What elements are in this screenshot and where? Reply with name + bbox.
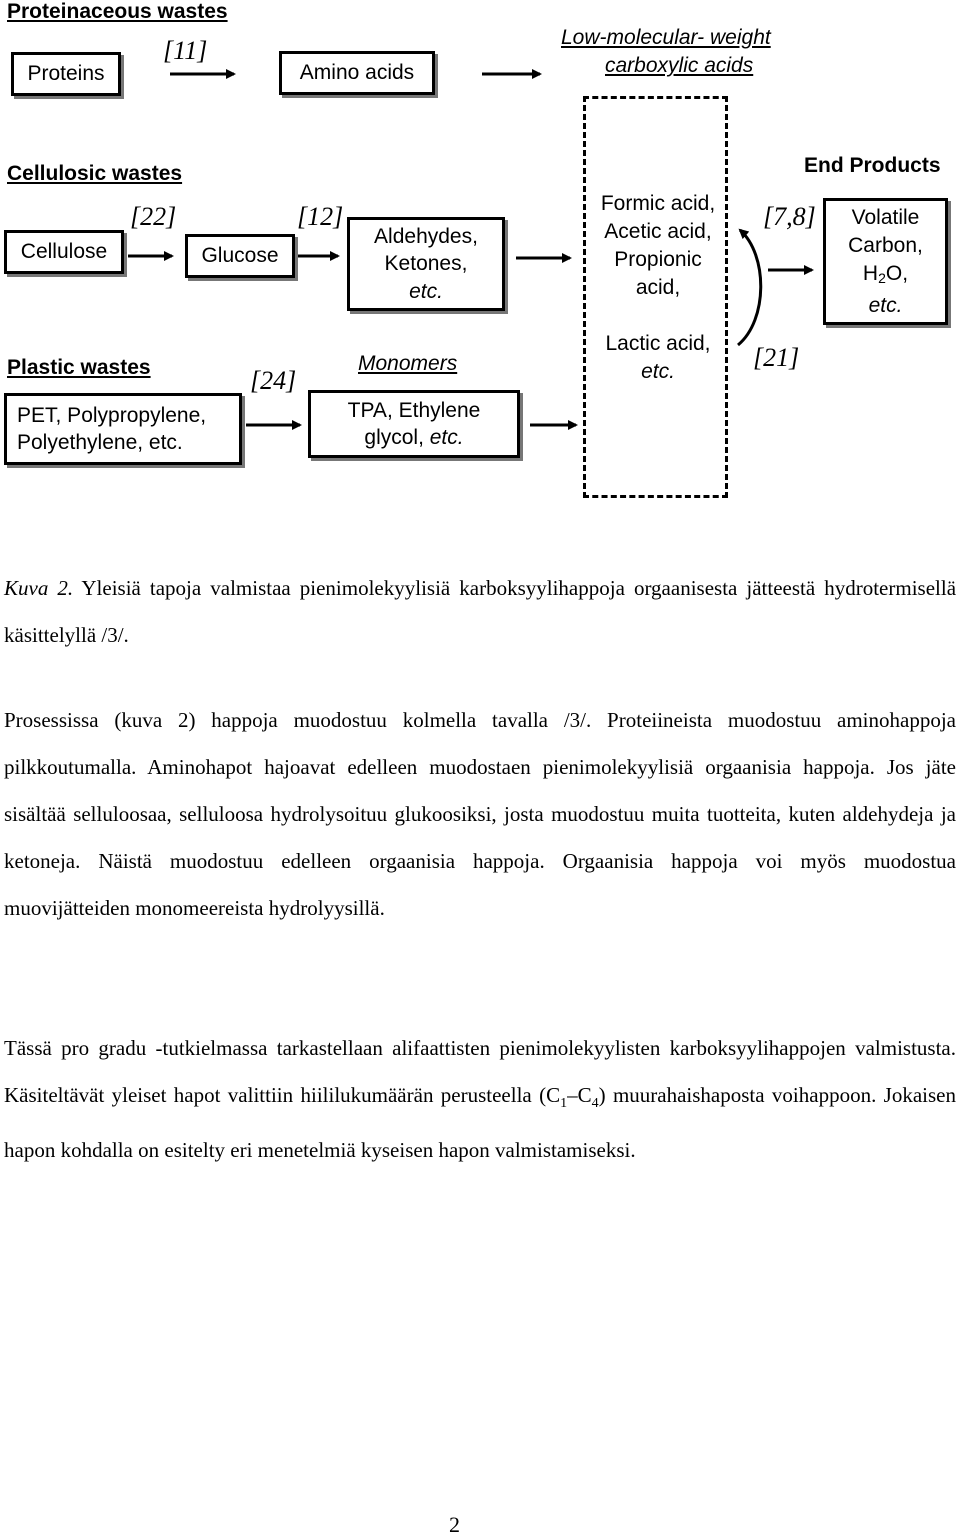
monomers-line1: TPA, Ethylene: [347, 398, 481, 422]
cellulose-box: Cellulose: [4, 230, 124, 274]
monomers-etc: etc.: [429, 426, 464, 449]
monomers-box: [308, 390, 520, 458]
plastics-line1: PET, Polypropylene,: [17, 403, 207, 427]
acids-lactic: [596, 330, 720, 386]
end-water-sub: 2: [878, 269, 886, 286]
aldehydes-line3: etc.: [409, 279, 443, 303]
lmw-label-line2: carboxylic acids: [605, 54, 754, 77]
page-number: 2: [449, 1512, 460, 1537]
para2-dash: –C: [567, 1083, 592, 1107]
acid-propionic-cont: acid,: [635, 276, 681, 299]
caption-label: Kuva 2.: [4, 576, 74, 600]
ref-22: [22]: [130, 202, 177, 231]
end-water-o: O,: [885, 261, 909, 285]
end-volatile: Volatile: [851, 205, 920, 229]
acid-etc: etc.: [641, 360, 675, 383]
cellulosic-heading: Cellulosic wastes: [7, 162, 183, 185]
caption-text: Yleisiä tapoja valmistaa pienimolekyylisiä karboksyylihappoja orgaanisesta jätteestä hydrotermisellä käsittelyllä /3/.: [4, 576, 957, 647]
end-water-h: H: [862, 261, 879, 285]
para2-after: ) muurahaishaposta voihappoon. Jokaisen hapon kohdalla on esitelty eri menetelmiä kyseisen hapon valmistamiseksi.: [4, 1083, 956, 1163]
ref-12: [12]: [297, 202, 344, 231]
figure-caption: [4, 565, 956, 659]
acid-formic: Formic acid,: [600, 192, 716, 215]
ref-24: [24]: [250, 366, 297, 395]
monomers-line2: [364, 424, 463, 451]
para2-before: Tässä pro gradu -tutkielmassa tarkastellaan alifaattisten pienimolekyylisten karboksyylihappojen valmistusta. Käsiteltävät yleiset hapot valittiin hiililukumäärän perusteella (C: [4, 1036, 956, 1107]
acids-list: [592, 190, 724, 302]
plastics-line2: Polyethylene, etc.: [17, 431, 183, 454]
end-etc: etc.: [868, 293, 903, 317]
acid-acetic: Acetic acid,: [604, 220, 712, 243]
monomers-glycol: glycol,: [364, 426, 430, 449]
body-paragraph-1: Prosessissa (kuva 2) happoja muodostuu kolmella tavalla /3/. Proteiineista muodostuu aminohappoja pilkkoutumalla. Aminohapot hajoavat edelleen muodostaen pienimolekyylisiä orgaanisia happoja. Jos jäte sisältää selluloosaa, selluloosa hydrolysoituu glukoosiksi, josta muodostuu muita tuotteita, kuten aldehydeja ja ketoneja. Näistä muodostuu edelleen orgaanisia happoja. Orgaanisia happoja voi myös muodostua muovijätteiden monomeereista hydrolyysillä.: [4, 708, 956, 920]
aldehydes-line2: Ketones,: [384, 252, 468, 276]
aldehydes-line1: Aldehydes,: [374, 225, 478, 249]
acid-propionic: Propionic: [614, 248, 702, 271]
ref-7-8: [7,8]: [763, 202, 816, 231]
arrow-lactic-to-formic-curve: [738, 230, 761, 345]
amino-acids-box: Amino acids: [279, 51, 435, 95]
monomers-label: Monomers: [358, 352, 458, 375]
para2-sub2: 4: [591, 1096, 599, 1112]
end-products-box: [823, 198, 948, 325]
end-water: [863, 260, 908, 292]
acid-lactic: Lactic acid,: [605, 332, 711, 355]
plastics-box: [4, 393, 242, 465]
aldehydes-box: [347, 217, 505, 311]
glucose-box: Glucose: [185, 234, 295, 278]
proteinaceous-heading: Proteinaceous wastes: [7, 0, 228, 23]
ref-11: [11]: [163, 36, 208, 65]
body-paragraph-2: [4, 1025, 956, 1174]
para2-sub1: 1: [560, 1096, 568, 1112]
lmw-label-line1: Low-molecular- weight: [561, 26, 771, 49]
ref-21: [21]: [753, 343, 800, 372]
waste-to-acids-diagram: [0, 0, 960, 510]
plastic-heading: Plastic wastes: [7, 356, 151, 379]
end-products-heading: End Products: [804, 154, 941, 177]
proteins-box: Proteins: [11, 52, 121, 96]
end-carbon: Carbon,: [848, 233, 923, 257]
